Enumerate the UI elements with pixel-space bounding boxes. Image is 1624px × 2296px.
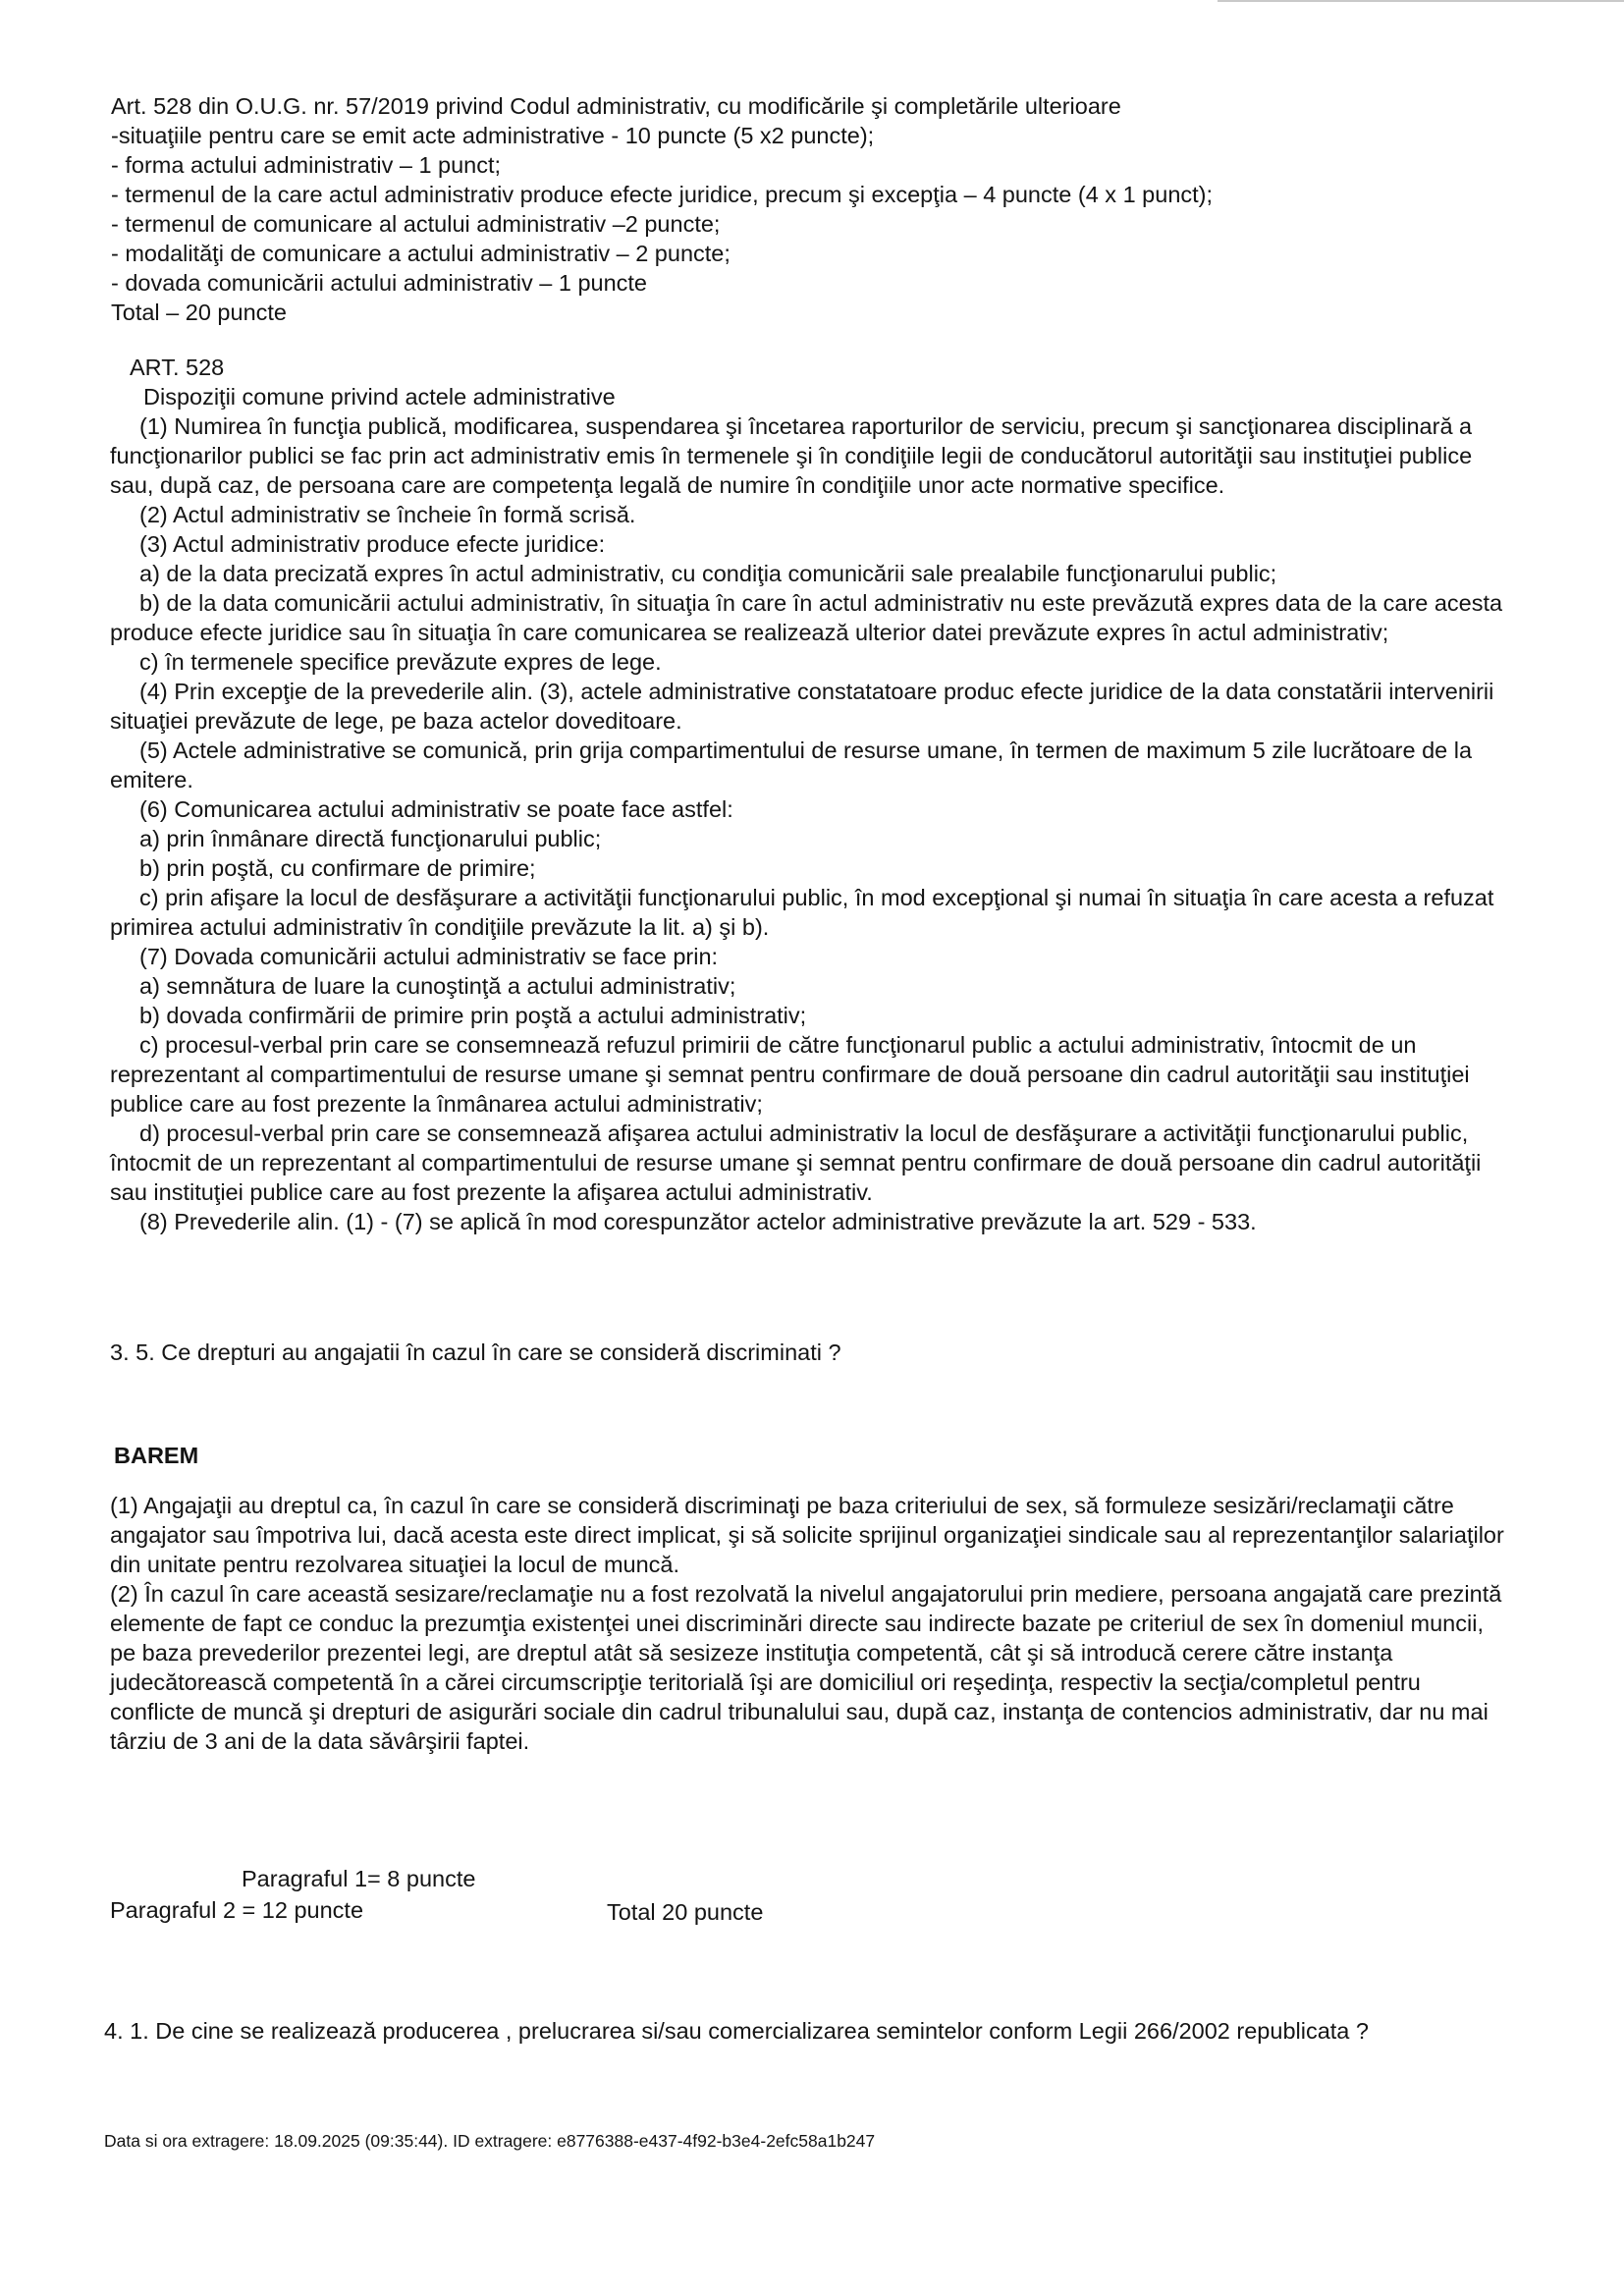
article-paragraph: (4) Prin excepţie de la prevederile alin. (3), actele administrative constatatoare produc efecte juridice de la data constatării intervenirii situaţiei prevăzute de lege, pe baza actelor doveditoare. [110,679,1494,734]
extraction-footer: Data si ora extragere: 18.09.2025 (09:35:44). ID extragere: e8776388-e437-4f92-b3e4-2efc58a1b247 [104,2131,876,2151]
article-paragraph: (2) Actul administrativ se încheie în formă scrisă. [139,502,636,527]
article-paragraph: a) de la data precizată expres în actul administrativ, cu condiţia comunicării sale prealabile funcţionarului public; [139,561,1277,586]
question-4-1 [104,2016,1498,2046]
criteria-item: -situaţiile pentru care se emit acte administrative - 10 puncte (5 x2 puncte); [111,123,875,148]
score-paragraph-2: Paragraful 2 = 12 puncte [110,1897,364,1923]
question-3-5: 3. 5. Ce drepturi au angajatii în cazul în care se consideră discriminati ? [110,1339,841,1365]
criteria-item: - forma actului administrativ – 1 punct; [111,152,502,178]
score-paragraph-1: Paragraful 1= 8 puncte [242,1866,476,1891]
article-paragraph: c) prin afişare la locul de desfăşurare a activităţii funcţionarului public, în mod excepţional şi numai în situaţia în care acesta a refuzat primirea actului administrativ în condiţiile prevăzute la lit. a) şi b). [110,885,1494,940]
article-paragraph: b) prin poştă, cu confirmare de primire; [139,855,536,881]
article-528 [110,353,1504,1236]
criteria-item: - termenul de comunicare al actului administrativ –2 puncte; [111,211,721,237]
article-paragraph: (3) Actul administrativ produce efecte juridice: [139,531,606,557]
article-paragraph: a) semnătura de luare la cunoştinţă a actului administrativ; [139,973,736,999]
article-paragraph: a) prin înmânare directă funcţionarului public; [139,826,602,851]
article-paragraph: (6) Comunicarea actului administrativ se poate face astfel: [139,796,733,822]
barem-heading: BAREM [114,1443,199,1468]
criteria-total: Total – 20 puncte [111,300,287,325]
article-paragraph: d) procesul-verbal prin care se consemnează afişarea actului administrativ la locul de desfăşurare a activităţii funcţionarului public, întocmit de un reprezentant al compartimentului de resurse umane şi semnat pentru confirmare de două persoane din cadrul autorităţii sau instituţiei publice care au fost prezente la afişarea actului administrativ. [110,1121,1482,1205]
article-paragraph: b) de la data comunicării actului administrativ, în situaţia în care în actul administrativ nu este prevăzută expres data de la care acesta produce efecte juridice sau în situaţia în care comunicarea se realizează ulterior datei prevăzute expres în actul administrativ; [110,590,1503,645]
law-reference: Art. 528 din O.U.G. nr. 57/2019 privind Codul administrativ, cu modificările şi completările ulterioare [111,93,1121,119]
barem-body [110,1491,1504,1756]
article-paragraph: c) procesul-verbal prin care se consemnează refuzul primirii de către funcţionarul public a actului administrativ, întocmit de un reprezentant al compartimentului de resurse umane şi semnat pentru confirmare de două persoane din cadrul autorităţii sau instituţiei publice care au fost prezente la înmânarea actului administrativ; [110,1032,1470,1117]
article-paragraph: (1) Numirea în funcţia publică, modificarea, suspendarea şi încetarea raporturilor de serviciu, precum şi sancţionarea disciplinară a funcţionarilor publici se fac prin act administrativ emis în termenele şi în condiţiile legii de conducătorul autorităţii sau instituţiei publice sau, după caz, de persoana care are competenţa legală de numire în condiţiile unor acte normative specifice. [110,413,1473,498]
scoring-criteria [111,91,1505,327]
article-paragraph: (8) Prevederile alin. (1) - (7) se aplică în mod corespunzător actelor administrative prevăzute la art. 529 - 533. [139,1209,1257,1234]
article-paragraph: (5) Actele administrative se comunică, prin grija compartimentului de resurse umane, în termen de maximum 5 zile lucrătoare de la emitere. [110,738,1473,793]
criteria-item: - dovada comunicării actului administrativ – 1 puncte [111,270,647,296]
criteria-item: - modalităţi de comunicare a actului administrativ – 2 puncte; [111,241,731,266]
score-total: Total 20 puncte [607,1899,764,1925]
barem-paragraph: (1) Angajaţii au dreptul ca, în cazul în care se consideră discriminaţi pe baza criteriului de sex, să formuleze sesizări/reclamaţii către angajator sau împotriva lui, dacă acesta este direct implicat, şi să solicite sprijinul organizaţiei sindicale sau al reprezentanţilor salariaţilor din unitate pentru rezolvarea situaţiei la locul de muncă. [110,1493,1504,1577]
scan-edge-line [1218,0,1624,2]
criteria-item: - termenul de la care actul administrativ produce efecte juridice, precum şi excepţia – 4 puncte (4 x 1 punct); [111,182,1214,207]
article-number: ART. 528 [130,355,225,380]
article-paragraph: (7) Dovada comunicării actului administrativ se face prin: [139,944,719,969]
article-title: Dispoziţii comune privind actele administrative [143,384,616,410]
article-paragraph: c) în termenele specifice prevăzute expres de lege. [139,649,662,675]
question-text: 4. 1. De cine se realizează producerea , prelucrarea si/sau comercializarea semintelor conform Legii 266/2002 republicata ? [104,2018,1369,2044]
barem-paragraph: (2) În cazul în care această sesizare/reclamaţie nu a fost rezolvată la nivelul angajatorului prin mediere, persoana angajată care prezintă elemente de fapt ce conduc la prezumţia existenţei unei discriminări directe sau indirecte bazate pe criteriul de sex în domeniul muncii, pe baza prevederilor prezentei legi, are dreptul atât să sesizeze instituţia competentă, cât şi să introducă cerere către instanţa judecătorească competentă în a cărei circumscripţie teritorială îşi are domiciliul ori reşedinţa, respectiv la secţia/completul pentru conflicte de muncă şi drepturi de asigurări sociale din cadrul tribunalului sau, după caz, instanţa de contencios administrativ, dar nu mai târziu de 3 ani de la data săvârşirii faptei. [110,1581,1502,1754]
article-paragraph: b) dovada confirmării de primire prin poştă a actului administrativ; [139,1003,807,1028]
